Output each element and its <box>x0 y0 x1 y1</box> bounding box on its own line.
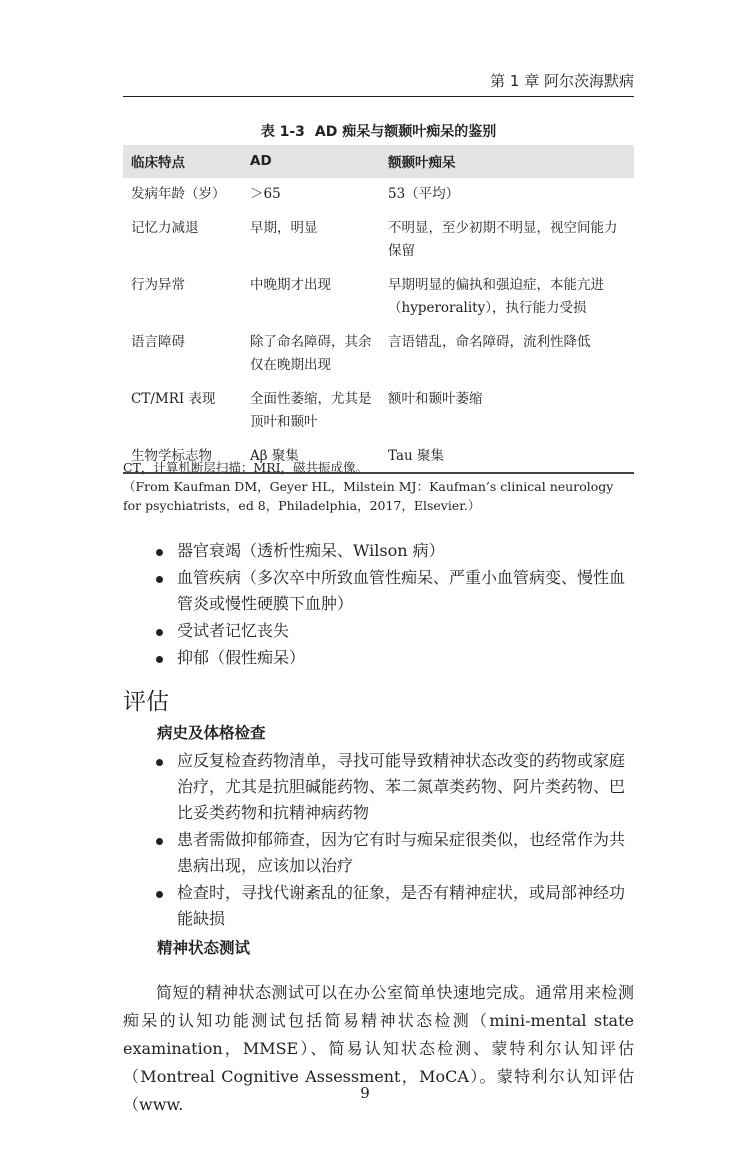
table-row <box>123 178 634 212</box>
table-row <box>123 326 634 383</box>
table-cell: 额叶和颞叶萎缩 <box>388 391 483 407</box>
table-cell: 言语错乱，命名障碍，流利性降低 <box>388 334 591 350</box>
table-cell: 除了命名障碍，其余仅在晚期出现 <box>250 334 372 373</box>
table-caption-number: 表 1-3 <box>260 124 305 140</box>
table-cell: 记忆力减退 <box>131 220 199 236</box>
table-header-cell: 临床特点 <box>131 155 185 171</box>
source-note: （From Kaufman DM，Geyer HL，Milstein MJ：Kaufman’s clinical neurology for psychiatrists，ed 8，Philadelphia，2017，Elsevier.） <box>123 479 614 513</box>
table-cell: 全面性萎缩，尤其是顶叶和颞叶 <box>250 391 372 430</box>
bullet-icon <box>156 759 163 766</box>
running-header: 第 1 章 阿尔茨海默病 <box>490 72 634 90</box>
table-cell: 行为异常 <box>131 277 185 293</box>
table-cell: ＞65 <box>250 186 281 202</box>
header-rule <box>123 96 634 97</box>
table-cell: 53（平均） <box>388 186 460 202</box>
table-caption-title: AD 痴呆与额颞叶痴呆的鉴别 <box>314 124 497 140</box>
list-item: 抑郁（假性痴呆） <box>155 645 635 671</box>
bullet-icon <box>156 838 163 845</box>
table-cell: 生物学标志物 <box>123 440 242 473</box>
table-cell: Tau 聚集 <box>380 440 634 473</box>
bullet-icon <box>156 576 163 583</box>
table-footnotes <box>123 458 634 515</box>
list-item: 血管疾病（多次卒中所致血管性痴呆、严重小血管病变、慢性血管炎或慢性硬膜下血肿） <box>155 565 635 617</box>
list-item: 器官衰竭（透析性痴呆、Wilson 病） <box>155 538 635 564</box>
bullet-icon <box>156 656 163 663</box>
table-cell: 早期，明显 <box>250 220 318 236</box>
section-title: 评估 <box>123 689 169 715</box>
causes-list <box>155 538 635 672</box>
list-item: 受试者记忆丧失 <box>155 618 635 644</box>
bullet-icon <box>156 891 163 898</box>
table-cell: 不明显，至少初期不明显，视空间能力保留 <box>388 220 618 259</box>
table-cell: 中晚期才出现 <box>250 277 331 293</box>
subheading-mental-status: 精神状态测试 <box>157 939 251 957</box>
abbreviation-note: CT，计算机断层扫描；MRI，磁共振成像。 <box>123 460 369 475</box>
bullet-icon <box>156 549 163 556</box>
body-paragraph: 简短的精神状态测试可以在办公室简单快速地完成。通常用来检测痴呆的认知功能测试包括简易精神状态检测（mini-mental state examination，MMSE）、简易认知状态检测、蒙特利尔认知评估（Montreal Cognitive Assessment，MoCA）。蒙特利尔认知评估（www. <box>123 983 634 1114</box>
table-header-cell: 额颞叶痴呆 <box>388 155 456 171</box>
table-cell: 早期明显的偏执和强迫症，本能亢进（hyperorality），执行能力受损 <box>388 277 604 316</box>
table-cell: Aβ 聚集 <box>242 440 380 473</box>
bullet-icon <box>156 629 163 636</box>
subheading-history-exam: 病史及体格检查 <box>157 724 266 742</box>
list-item: 应反复检查药物清单，寻找可能导致精神状态改变的药物或家庭治疗，尤其是抗胆碱能药物、苯二氮䓬类药物、阿片类药物、巴比妥类药物和抗精神病药物 <box>155 748 635 826</box>
table-cell: CT/MRI 表现 <box>131 391 216 407</box>
table-header-row <box>123 145 634 178</box>
page-number: 9 <box>360 1084 370 1102</box>
table-caption <box>123 121 634 141</box>
table-cell: 发病年龄（岁） <box>131 186 226 202</box>
table-cell: 语言障碍 <box>131 334 185 350</box>
table-row <box>123 269 634 326</box>
exam-list <box>155 748 635 933</box>
table-header-cell: AD <box>250 153 272 169</box>
list-item: 检查时，寻找代谢紊乱的征象，是否有精神症状，或局部神经功能缺损 <box>155 880 635 932</box>
table-row <box>123 383 634 440</box>
comparison-table <box>123 145 634 474</box>
table-row <box>123 212 634 269</box>
list-item: 患者需做抑郁筛查，因为它有时与痴呆症很类似，也经常作为共患病出现，应该加以治疗 <box>155 827 635 879</box>
